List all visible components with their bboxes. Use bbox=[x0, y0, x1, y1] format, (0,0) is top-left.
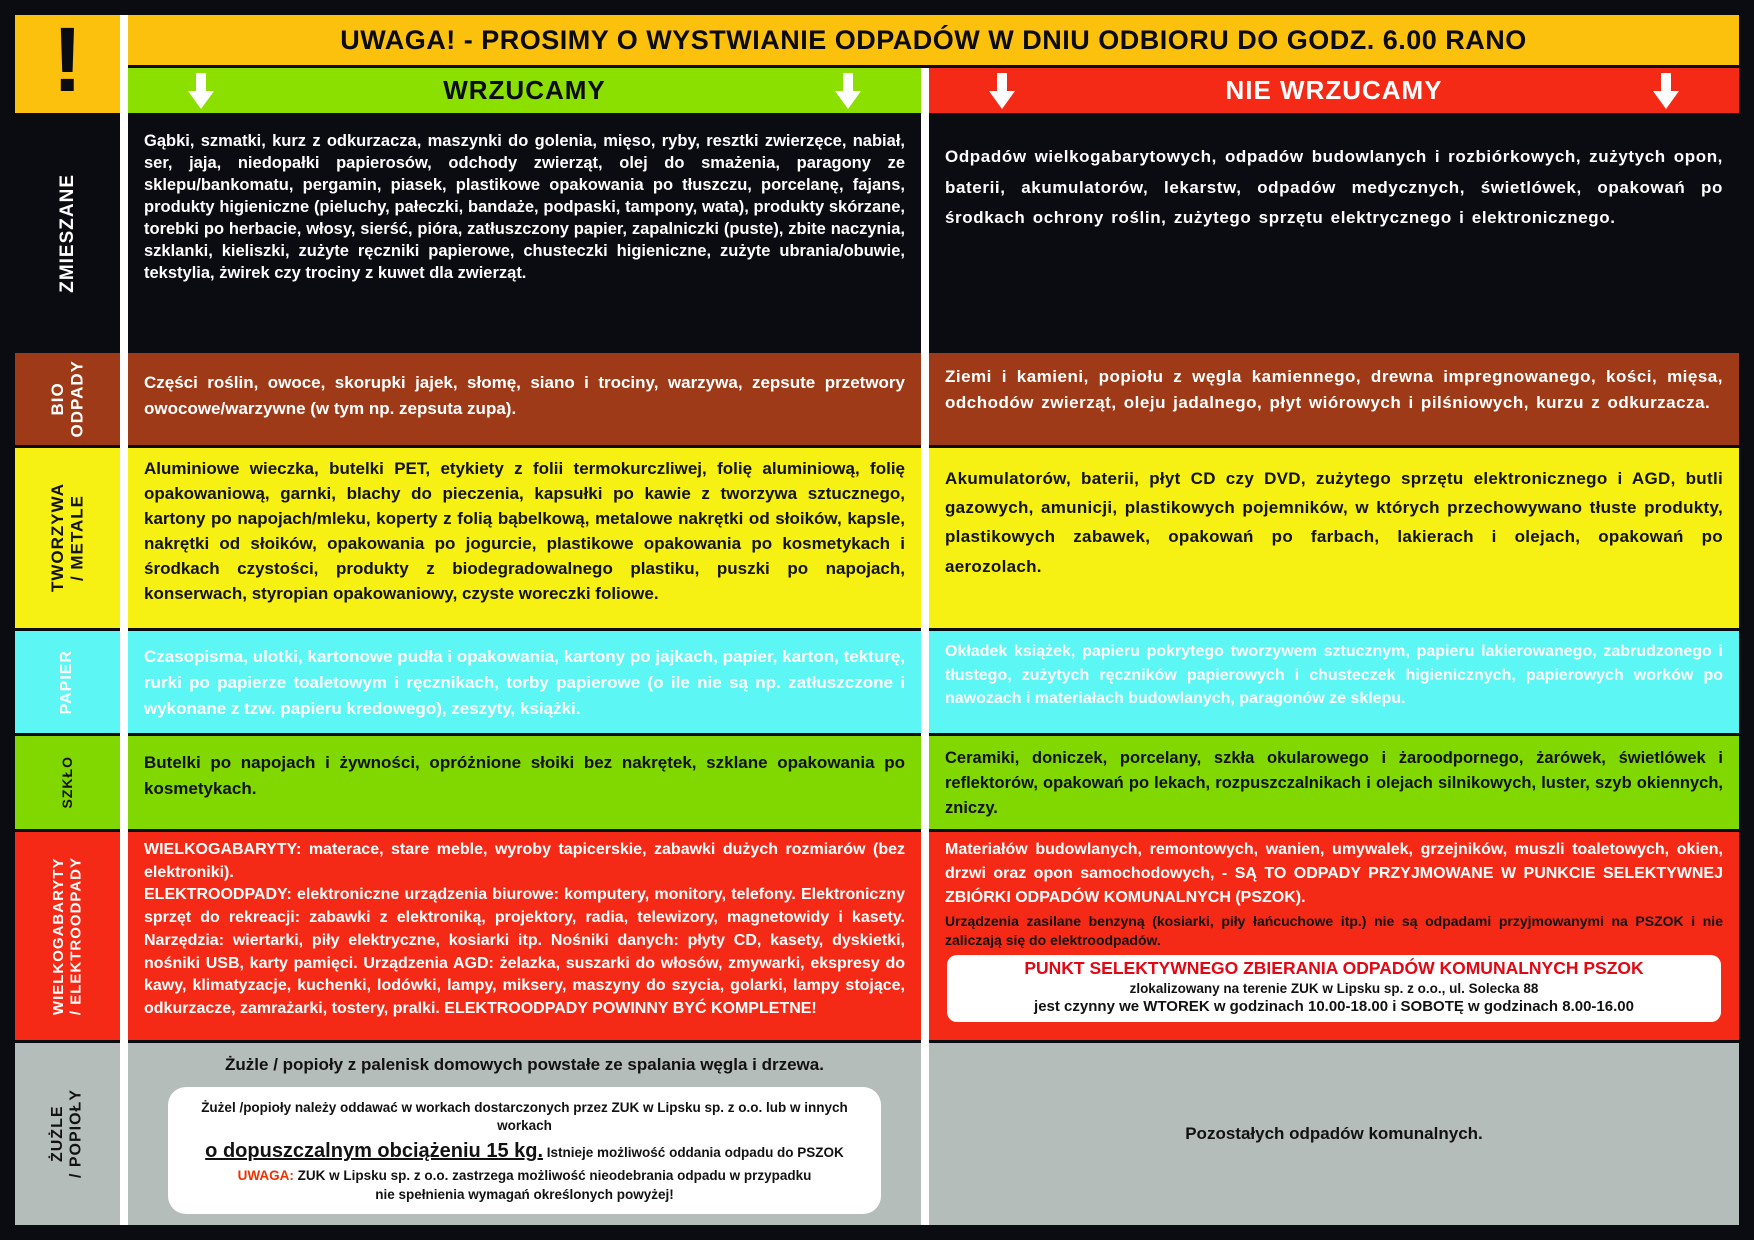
pszok-title: PUNKT SELEKTYWNEGO ZBIERANIA ODPADÓW KOMUNALNYCH PSZOK bbox=[1024, 957, 1644, 978]
label-text: ODPADY bbox=[67, 360, 87, 438]
zmieszane-wrzucamy-text: Gąbki, szmatki, kurz z odkurzacza, maszynki do golenia, mięso, ryby, resztki zwierzęce, nabiał, ser, jaja, niedopałki papierosów, odchody zwierząt, olej do smażenia, paragony ze sklepu/bankomatu, pergamin, piasek, plastikowe opakowania po tłuszczu, porcelanę, fajans, produkty higieniczne (pieluchy, pałeczki, bandaże, podpaski, tampony, wata), produkty skórzane, torebki po herbacie, włosy, sierść, pióra, zatłuszczony papier, zapalniczki (puste), zbite naczynia, szklanki, kieliszki, zużyte ręczniki papierowe, chusteczki higieniczne, zużyte ubrania/obuwie, tekstylia, żwirek czy trociny z kuwet dla zwierząt. bbox=[128, 116, 921, 350]
pszok-info-box bbox=[947, 955, 1721, 1022]
wrzucamy-label: WRZUCAMY bbox=[443, 75, 606, 105]
row-label-tworzywa-metale bbox=[15, 448, 120, 628]
weight-limit-text: o dopuszczalnym obciążeniu 15 kg. bbox=[205, 1140, 544, 1163]
label-text: / ELEKTROODPADY bbox=[67, 856, 85, 1016]
row-label-bio-odpady bbox=[15, 353, 120, 445]
row-label-zuzle-popioly bbox=[15, 1043, 120, 1225]
zuzle-wrzucamy-cell bbox=[128, 1043, 921, 1225]
zuzle-info-box bbox=[168, 1087, 881, 1214]
zuzle-box-line3 bbox=[180, 1167, 869, 1185]
szklo-wrzucamy-text: Butelki po napojach i żywności, opróżnione słoiki bez nakrętek, szklane opakowania po kosmetykach. bbox=[128, 736, 921, 829]
zuzle-box-line2 bbox=[180, 1135, 869, 1167]
tworzywa-nie-wrzucamy-text: Akumulatorów, baterii, płyt CD czy DVD, zużytego sprzętu elektronicznego i AGD, butli gazowych, amunicji, plastikowych pojemników, w których przechowywano tłuste produkty, plastikowych zabawek, opakowań po farbach, lakierach i olejach, opakowań po aerozolach. bbox=[929, 448, 1739, 628]
column-header-wrzucamy bbox=[128, 68, 921, 113]
zuzle-nie-wrzucamy-text: Pozostałych odpadów komunalnych. bbox=[929, 1043, 1739, 1225]
row-label-szklo bbox=[15, 736, 120, 829]
vertical-separator-middle bbox=[921, 68, 929, 1225]
header-title: UWAGA! - PROSIMY O WYSTWIANIE ODPADÓW W DNIU ODBIORU DO GODZ. 6.00 RANO bbox=[340, 24, 1527, 55]
wielkogabaryty-nie-wrzucamy-text bbox=[929, 832, 1739, 1040]
label-text: ZMIESZANE bbox=[56, 173, 78, 293]
wielkogabaryty-paragraph: WIELKOGABARYTY: materace, stare meble, wyroby tapicerskie, zabawki dużych rozmiarów (bez elektroniki). bbox=[144, 841, 905, 881]
zmieszane-nie-wrzucamy-text: Odpadów wielkogabarytowych, odpadów budowlanych i rozbiórkowych, zużytych opon, baterii, akumulatorów, lekarstw, odpadów medycznych, świetlówek, opakowań po środkach ochrony roślin, zużytego sprzętu elektrycznego i elektronicznego. bbox=[929, 116, 1739, 350]
label-text: TWORZYWA bbox=[47, 483, 67, 593]
column-header-nie-wrzucamy bbox=[929, 68, 1739, 113]
label-text: / METALE bbox=[67, 494, 87, 582]
papier-wrzucamy-text: Czasopisma, ulotki, kartonowe pudła i opakowania, kartony po jajkach, papier, karton, tekturę, rurki po papierze toaletowym i ręcznikach, torby papierowe (o ile nie są np. zatłuszczone i wykonane z tzw. papieru kredowego), zeszyty, książki. bbox=[128, 631, 921, 733]
wielkogabaryty-wrzucamy-text bbox=[128, 832, 921, 1040]
label-text: PAPIER bbox=[58, 649, 76, 715]
down-arrow-icon bbox=[188, 73, 214, 109]
benzyna-note: Urządzenia zasilane benzyną (kosiarki, piły łańcuchowe itp.) nie są odpadami przyjmowanymi na PSZOK i nie zaliczają się do elektroodpadów. bbox=[945, 913, 1723, 948]
pszok-option-text: Istnieje możliwość oddania odpadu do PSZOK bbox=[543, 1145, 844, 1161]
nie-wrzucamy-paragraph: Materiałów budowlanych, remontowych, wanien, umywalek, grzejników, muszli toaletowych, okien, drzwi oraz opon samochodowych, - SĄ TO ODPADY PRZYJMOWANE W PUNKCIE SELEKTYWNEJ ZBIÓRKI ODPADÓW KOMUNALNYCH (PSZOK). bbox=[945, 841, 1723, 906]
zuzle-box-line4: nie spełnienia wymagań określonych powyżej! bbox=[375, 1186, 674, 1202]
label-text: SZKŁO bbox=[59, 756, 76, 809]
label-text: / POPIOŁY bbox=[67, 1089, 85, 1179]
papier-nie-wrzucamy-text: Okładek książek, papieru pokrytego tworzywem sztucznym, papieru lakierowanego, zabrudzonego i tłustego, zużytych ręczników papierowych i chusteczek higienicznych, papierowych worków po nawozach i materiałach budowlanych, paragonów ze sklepu. bbox=[929, 631, 1739, 733]
label-text: WIELKOGABARYTY bbox=[50, 857, 68, 1015]
zuzle-title: Żużle / popioły z palenisk domowych powstałe ze spalania węgla i drzewa. bbox=[225, 1055, 824, 1074]
nie-wrzucamy-label: NIE WRZUCAMY bbox=[1225, 75, 1443, 105]
label-text: ŻUŻLE bbox=[49, 1105, 67, 1163]
row-label-papier bbox=[15, 631, 120, 733]
elektroodpady-paragraph: ELEKTROODPADY: elektroniczne urządzenia biurowe: komputery, monitory, telefony. Elektroniczny sprzęt do rekreacji: zabawki z elektroniką, projektory, radia, telewizory, magnetowidy i kasety. Narzędzia: wiertarki, piły elektryczne, kosiarki itp. Nośniki danych: płyty CD, kasety, dyskietki, nośniki USB, karty pamięci. Urządzenia AGD: żelazka, suszarki do włosów, zmywarki, ekspresy do kawy, klimatyzacje, kuchenki, lodówki, lampy, miksery, maszyny do szycia, golarki, lampy stojące, odkurzacze, zamrażarki, tostery, pralki. ELEKTROODPADY POWINNY BYĆ KOMPLETNE! bbox=[144, 886, 905, 1018]
exclamation-icon: ! bbox=[52, 15, 83, 111]
poster-grid bbox=[15, 15, 1739, 1225]
down-arrow-icon bbox=[989, 73, 1015, 109]
down-arrow-icon bbox=[1653, 73, 1679, 109]
pszok-address: zlokalizowany na terenie ZUK w Lipsku sp. z o.o., ul. Solecka 88 bbox=[1129, 980, 1539, 996]
uwaga-text: ZUK w Lipsku sp. z o.o. zastrzega możliwość nieodebrania odpadu w przypadku bbox=[293, 1168, 812, 1184]
zuzle-box-line1: Żużel /popioły należy oddawać w workach dostarczonych przez ZUK w Lipsku sp. z o.o. lub w innych workach bbox=[201, 1100, 848, 1134]
warning-cell bbox=[15, 15, 120, 113]
pszok-hours: jest czynny we WTOREK w godzinach 10.00-18.00 i SOBOTĘ w godzinach 8.00-16.00 bbox=[1034, 998, 1634, 1016]
bio-wrzucamy-text: Części roślin, owoce, skorupki jajek, słomę, siano i trociny, warzywa, zepsute przetwory owocowe/warzywne (w tym np. zepsuta zupa). bbox=[128, 353, 921, 445]
vertical-separator-left bbox=[120, 15, 128, 1225]
header-banner bbox=[128, 15, 1739, 65]
row-label-wielkogabaryty-elektroodpady bbox=[15, 832, 120, 1040]
down-arrow-icon bbox=[835, 73, 861, 109]
uwaga-label: UWAGA: bbox=[237, 1168, 294, 1184]
label-text: BIO bbox=[47, 382, 67, 416]
bio-nie-wrzucamy-text: Ziemi i kamieni, popiołu z węgla kamiennego, drewna impregnowanego, kości, mięsa, odchodów zwierząt, oleju jadalnego, płyt wiórowych i pilśniowych, kurzu z odkurzacza. bbox=[929, 353, 1739, 445]
szklo-nie-wrzucamy-text: Ceramiki, doniczek, porcelany, szkła okularowego i żaroodpornego, żarówek, świetlówek i reflektorów, opakowań po lekach, rozpuszczalnikach i olejach silnikowych, luster, szyb okiennych, zniczy. bbox=[929, 736, 1739, 829]
row-label-zmieszane bbox=[15, 116, 120, 350]
tworzywa-wrzucamy-text: Aluminiowe wieczka, butelki PET, etykiety z folii termokurczliwej, folię aluminiową, folię opakowaniową, garnki, blachy do pieczenia, kapsułki po kawie z tworzywa sztucznego, kartony po napojach/mleku, koperty z folią bąbelkową, metalowe nakrętki od słoików, kapsle, nakrętki od słoików, opakowania po jogurcie, plastikowe opakowania po kosmetykach i środkach czystości, produkty z biodegradowalnego plastiku, puszki po napojach, konserwach, styropian opakowaniowy, czyste woreczki foliowe. bbox=[128, 448, 921, 628]
